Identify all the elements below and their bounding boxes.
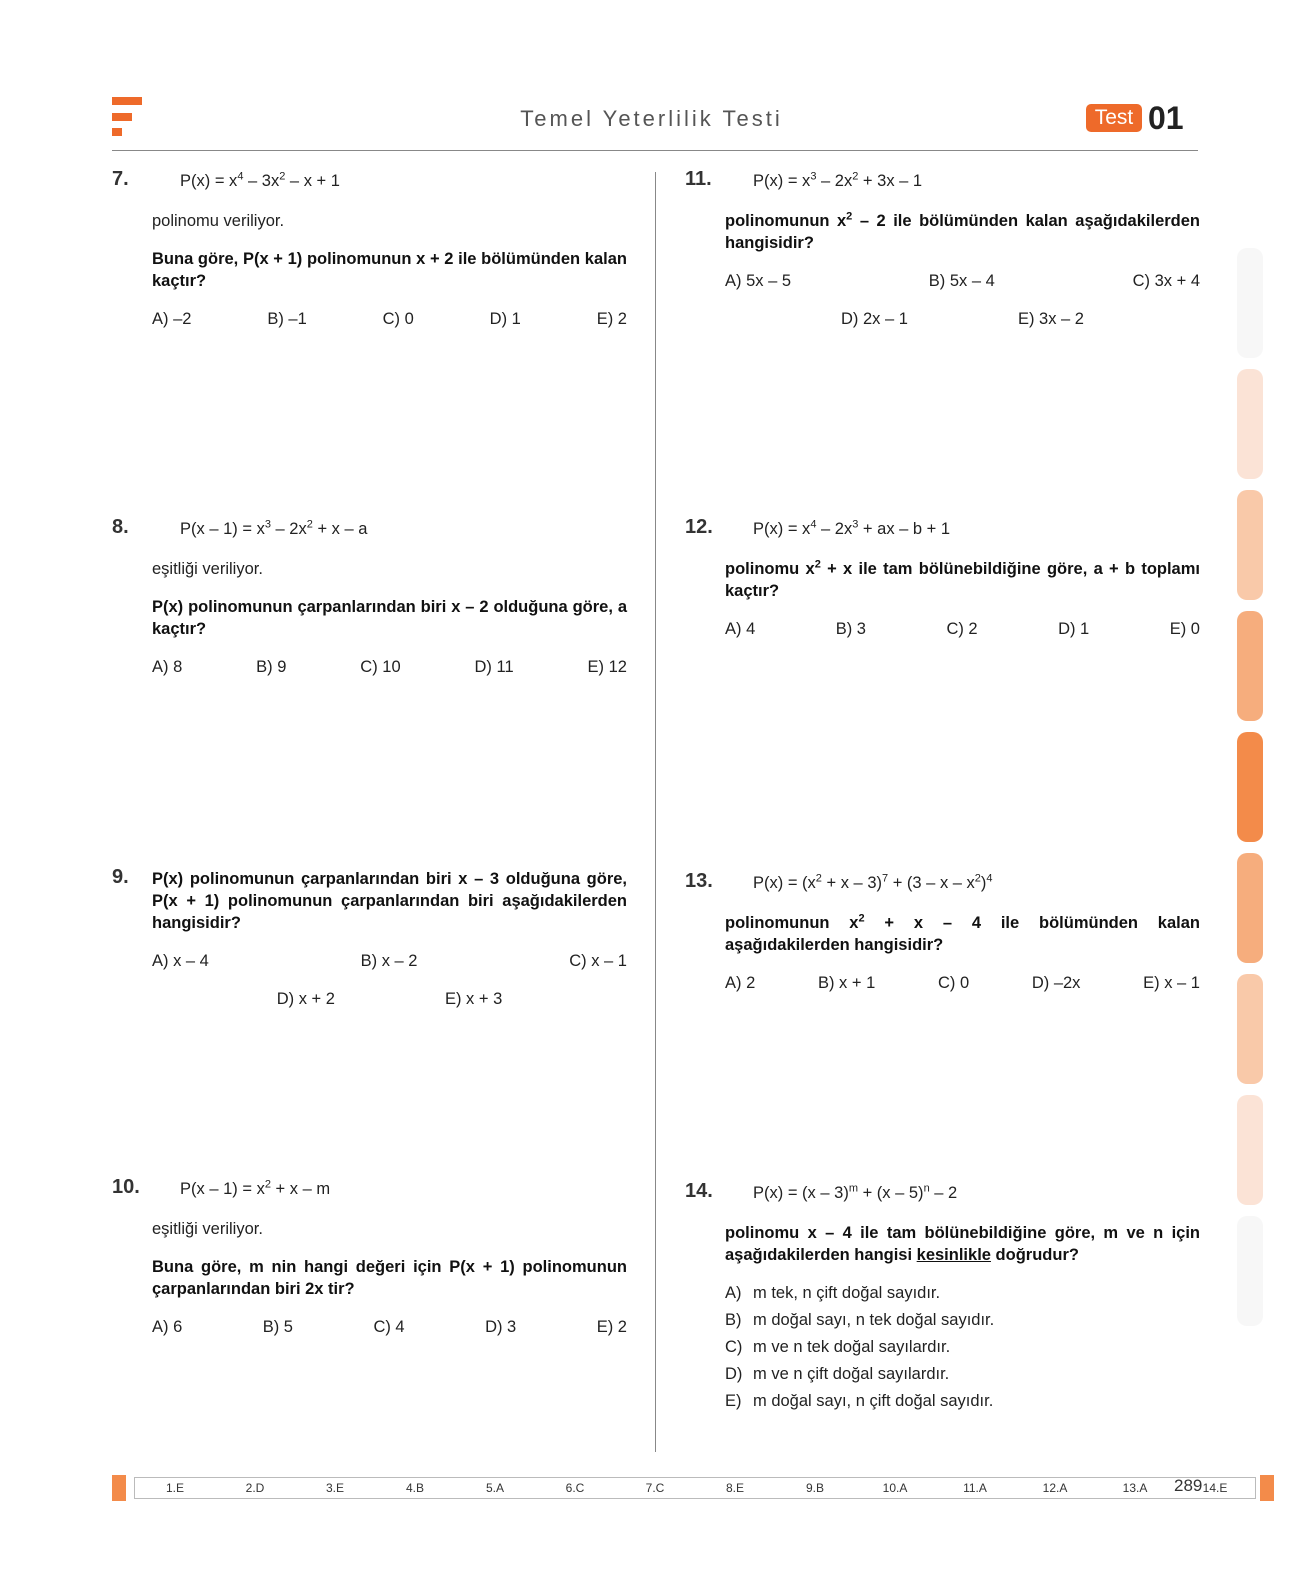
question-number: 14. — [685, 1180, 713, 1202]
option-d[interactable]: D) 3 — [485, 1318, 517, 1336]
question-text: eşitliği veriliyor. — [152, 1220, 263, 1238]
option-b[interactable]: B) m doğal sayı, n tek doğal sayıdır. — [725, 1311, 995, 1329]
answer-key-item: 14.E — [1202, 1481, 1228, 1495]
side-tab — [1237, 732, 1263, 842]
question-stem: polinomunun $x^2 + x - 4$ ile bölümünden kalan aşağıdakilerden hangisidir? — [725, 912, 1200, 954]
question-formula: P(x) = (x – 3)$^m$ + (x – 5)$^n$ – 2 — [753, 1182, 958, 1202]
option-d[interactable]: D) x + 2 — [276, 990, 335, 1008]
answer-key-item: 5.A — [485, 1481, 504, 1495]
option-a[interactable]: A) 5x – 5 — [725, 272, 792, 290]
question-7 — [112, 168, 627, 346]
question-stem: polinomu $x^2 + x$ ile tam bölünebildiğine göre, a + b toplamı kaçtır? — [725, 558, 1200, 600]
answer-options — [152, 656, 627, 678]
option-a[interactable]: A) 2 — [725, 974, 756, 992]
option-a[interactable]: A) 6 — [152, 1318, 183, 1336]
option-c[interactable]: C) x – 1 — [569, 952, 627, 970]
test-badge: Test — [1086, 104, 1142, 132]
option-c[interactable]: C) m ve n tek doğal sayılardır. — [725, 1338, 951, 1356]
answer-key-item: 2.D — [245, 1481, 265, 1495]
option-e[interactable]: E) 12 — [587, 658, 627, 676]
question-stem: polinomunun $x^2 - 2$ ile bölümünden kalan aşağıdakilerden hangisidir? — [725, 210, 1200, 252]
option-c[interactable]: C) 0 — [937, 974, 970, 992]
side-tab — [1237, 369, 1263, 479]
question-formula: $P(x) = x^3 - 2x^2 + 3x - 1$ — [753, 170, 923, 190]
question-number: 9. — [112, 866, 129, 888]
question-text: polinomu veriliyor. — [152, 212, 285, 230]
answer-key-item: 7.C — [645, 1481, 665, 1495]
question-formula: $P(x) = x^4 - 3x^2 - x + 1$ — [180, 170, 340, 190]
option-d[interactable]: D) 2x – 1 — [841, 310, 908, 328]
question-text: eşitliği veriliyor. — [152, 560, 263, 578]
option-a[interactable]: A) x – 4 — [152, 952, 209, 970]
option-b[interactable]: B) –1 — [267, 310, 307, 328]
question-8 — [112, 516, 627, 694]
question-stem: P(x) polinomunun çarpanlarından biri x – 3 olduğuna göre, P(x + 1) polinomunun çarpanlarından biri aşağıdakilerden hangisidir? — [152, 870, 627, 932]
option-a[interactable]: A) –2 — [152, 310, 192, 328]
answer-options — [725, 618, 1200, 640]
question-12 — [685, 516, 1200, 656]
option-e[interactable]: E) m doğal sayı, n çift doğal sayıdır. — [725, 1392, 994, 1410]
option-b[interactable]: B) x – 2 — [360, 952, 418, 970]
option-e[interactable]: E) x – 1 — [1143, 974, 1200, 992]
option-b[interactable]: B) 5 — [262, 1318, 293, 1336]
answer-key-item: 10.A — [882, 1481, 908, 1495]
side-tab — [1237, 1095, 1263, 1205]
question-number: 10. — [112, 1176, 140, 1198]
side-tab — [1237, 248, 1263, 358]
question-formula: $P(x - 1) = x^3 - 2x^2 + x - a$ — [180, 518, 368, 538]
question-stem: Buna göre, m nin hangi değeri için P(x + 1) polinomunun çarpanlarından biri 2x tir? — [152, 1258, 627, 1298]
option-c[interactable]: C) 2 — [946, 620, 978, 638]
question-formula: $P(x - 1) = x^2 + x - m$ — [180, 1178, 331, 1198]
question-formula: $P(x) = x^4 - 2x^3$ + ax – b + 1 — [753, 518, 951, 538]
option-e[interactable]: E) 2 — [596, 1318, 627, 1336]
question-number: 12. — [685, 516, 713, 538]
side-tab — [1237, 611, 1263, 721]
option-b[interactable]: B) x + 1 — [817, 974, 876, 992]
option-a[interactable]: A) m tek, n çift doğal sayıdır. — [725, 1284, 941, 1302]
option-d[interactable]: D) 11 — [474, 658, 514, 676]
answer-key-item: 3.E — [325, 1481, 344, 1495]
side-tab — [1237, 853, 1263, 963]
option-c[interactable]: C) 0 — [382, 310, 414, 328]
option-e[interactable]: E) 0 — [1169, 620, 1200, 638]
side-tab — [1237, 1216, 1263, 1326]
answer-key-left-marker — [112, 1475, 126, 1501]
option-b[interactable]: B) 9 — [256, 658, 287, 676]
question-11 — [685, 168, 1200, 330]
side-tab — [1237, 974, 1263, 1084]
answer-options-row-1 — [725, 270, 1200, 292]
option-e[interactable]: E) x + 3 — [444, 990, 503, 1008]
answer-options-row-2 — [152, 988, 627, 1010]
answer-options — [152, 308, 627, 330]
question-number: 7. — [112, 168, 129, 190]
question-10 — [112, 1176, 627, 1354]
question-number: 8. — [112, 516, 129, 538]
option-d[interactable]: D) 1 — [489, 310, 521, 328]
option-b[interactable]: B) 5x – 4 — [928, 272, 995, 290]
column-divider — [655, 172, 656, 1452]
answer-key-item: 13.A — [1122, 1481, 1148, 1495]
question-14 — [685, 1180, 1200, 1417]
option-c[interactable]: C) 10 — [360, 658, 401, 676]
answer-key-item: 11.A — [963, 1481, 987, 1495]
page-number: 289 — [1174, 1476, 1203, 1495]
option-d[interactable]: D) 1 — [1058, 620, 1090, 638]
question-number: 13. — [685, 870, 713, 892]
answer-options-list — [725, 1282, 1200, 1412]
test-number: 01 — [1148, 100, 1184, 136]
option-b[interactable]: B) 3 — [835, 620, 866, 638]
answer-key-right-marker — [1260, 1475, 1274, 1501]
question-stem: P(x) polinomunun çarpanlarından biri x – 2 olduğuna göre, a kaçtır? — [152, 598, 627, 638]
question-13 — [685, 870, 1200, 1010]
answer-key-item: 1.E — [165, 1481, 184, 1495]
option-a[interactable]: A) 4 — [725, 620, 756, 638]
option-e[interactable]: E) 3x – 2 — [1017, 310, 1084, 328]
answer-key-item: 6.C — [565, 1481, 585, 1495]
option-c[interactable]: C) 3x + 4 — [1132, 272, 1200, 290]
page-title: Temel Yeterlilik Testi — [520, 106, 783, 131]
answer-key-item: 8.E — [725, 1481, 744, 1495]
question-stem: Buna göre, P(x + 1) polinomunun x + 2 ile bölümünden kalan kaçtır? — [152, 250, 627, 290]
question-number: 11. — [685, 168, 712, 190]
option-a[interactable]: A) 8 — [152, 658, 183, 676]
answer-options — [152, 1316, 627, 1338]
option-e[interactable]: E) 2 — [596, 310, 627, 328]
answer-key-item: 9.B — [805, 1481, 824, 1495]
side-tab — [1237, 490, 1263, 600]
question-9 — [112, 866, 627, 1010]
question-stem: polinomu x – 4 ile tam bölünebildiğine göre, m ve n için aşağıdakilerden hangisi kesinlikle doğrudur? — [725, 1224, 1200, 1264]
answer-key-bar — [112, 1475, 1303, 1501]
question-formula: $P(x) = (x^2 + x - 3)^7 + (3 - x - x^2)^4$ — [753, 872, 993, 892]
answer-key — [134, 1477, 1256, 1499]
answer-options — [725, 972, 1200, 994]
option-d[interactable]: D) –2x — [1031, 974, 1081, 992]
answer-key-item: 12.A — [1042, 1481, 1068, 1495]
answer-options-row-2 — [725, 308, 1200, 330]
option-d[interactable]: D) m ve n çift doğal sayılardır. — [725, 1365, 950, 1383]
answer-options-row-1 — [152, 950, 627, 972]
header-divider — [112, 150, 1198, 151]
option-c[interactable]: C) 4 — [373, 1318, 405, 1336]
answer-key-item: 4.B — [405, 1481, 424, 1495]
